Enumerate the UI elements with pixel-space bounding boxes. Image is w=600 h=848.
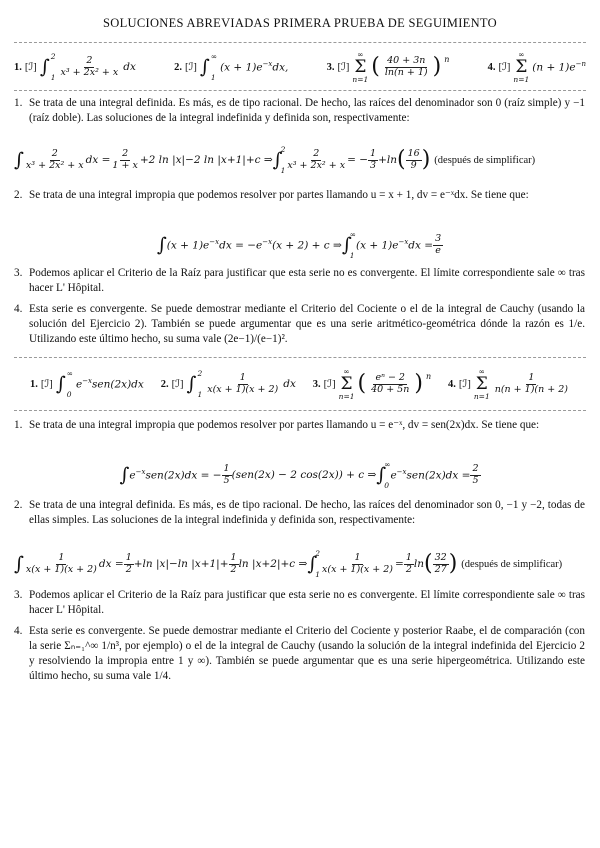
problem-1-2: 2. [ℐ] ∫ ∞ 1 $(x + 1)e^{-x}dx$,: [174, 52, 289, 82]
problem-statement-row-1: [14, 46, 586, 88]
formula-2-1: ∫ $e^{-x}sen(2x)dx$ = − $\frac{1}{5}$ (sen(2x) − 2 cos(2x)) + c ⇒ ∫ ∞ 0 $e^{-x}sen(2x)dx$ = $\frac{2}{5}$: [119, 460, 479, 490]
problem-2-3: 3. [ℐ] ∞ Σ n=1 ( $\frac{\text{eⁿ − 2}}{40 + 5n}$ ) $^n$: [312, 367, 432, 401]
problem-2-1: 1. [ℐ] ∫ ∞ 0 $e^{-x}sen(2x)dx$: [30, 369, 144, 399]
solution-1-4: 4. Esta serie es convergente. Se puede demostrar mediante el Criterio del Cociente o el de la integral de Cauchy (usando la solución del Ejercicio 2). También se puede argumentar que es una serie aritmético-geométrica dónde la razón es 1/e. Utilizando este último hecho, su suma vale (2e−1)/(e−1)².: [14, 303, 585, 345]
page-title: SOLUCIONES ABREVIADAS PRIMERA PRUEBA DE SEGUIMIENTO: [103, 16, 497, 30]
solution-1-2: 2. Se trata de una integral impropia que podemos resolver por partes llamando u = x + 1, dv = e⁻ˣdx. Se tiene que:: [14, 189, 529, 201]
solution-1-1: 1. Se trata de una integral definida. Es más, es de tipo racional. De hecho, las raíces del denominador son 0 (raíz simple) y −1 (raíz doble). Las soluciones de la integral indefinida y definida son, respectivamente:: [14, 97, 585, 124]
divider: [14, 90, 586, 91]
problem-1-3: 3. [ℐ] ∞ Σ n=1 ( $\frac{40 + 3n}{\ln(n + 1)}$ ) $^n$: [326, 50, 450, 84]
problem-1-4: 4. [ℐ] ∞ Σ n=1 $(n + 1)e^{-n}$: [487, 50, 586, 84]
formula-1-2: ∫ $(x + 1)e^{-x}dx = -e^{-x}(x + 2) + c$ ⇒ ∫ ∞ 1 $(x + 1)e^{-x}dx$ = $\frac{3}{e}$: [156, 230, 442, 260]
solution-2-4: 4. Esta serie es convergente. Se puede demostrar mediante el Criterio del Cociente y posterior Raabe, el de comparación (con la serie Σₙ₌₁^∞ 1/n³, por ejemplo) o el de la integral de Cauchy (usando la solución de la integral indefinida del Ejercicio 2 y resolviendo la impropia entre 1 y ∞). También se puede argumentar que es una serie hipergeométrica. Utilizando este último hecho, su suma vale 1/4.: [14, 625, 585, 682]
problem-1-1: 1. [ℐ] ∫ 2 1 $\frac{2}{\text{x³ + 2x² + x}}$ dx: [14, 52, 136, 82]
divider: [14, 42, 586, 43]
problem-2-4: 4. [ℐ] ∞ Σ n=1 $\frac{1}{n(n + 1)(n + 2)}$: [448, 367, 568, 401]
solution-2-2: 2. Se trata de una integral definida. Es más, es de tipo racional. De hecho, las raíces del denominador son 0, −1 y −2, todas de ellas simples. Las soluciones de la integral indefinida y definida son, respectivamente:: [14, 499, 585, 526]
divider: [14, 357, 586, 358]
solution-2-1: 1. Se trata de una integral impropia que podemos resolver por partes llamando u = e⁻ˣ, dv = sen(2x)dx. Se tiene que:: [14, 419, 540, 431]
solution-1-3: 3. Podemos aplicar el Criterio de la Raíz para justificar que esta serie no es convergente. El límite correspondiente sale ∞ tras hacer L' Hôpital.: [14, 267, 585, 294]
integral-sign: ∫: [39, 55, 50, 78]
divider: [14, 410, 586, 411]
problem-2-2: 2. [ℐ] ∫ 2 1 $\frac{1}{x(x + 1)(x + 2)}$ dx: [160, 369, 296, 399]
solution-2-3: 3. Podemos aplicar el Criterio de la Raíz para justificar que esta serie no es convergente. El límite correspondiente sale ∞ tras hacer L' Hôpital.: [14, 589, 585, 616]
formula-2-2: ∫ $\frac{1}{x(x + 1)(x + 2)}$ dx = $\frac{1}{2}$ +ln |x|−ln |x+1|+ $\frac{1}{2}$ ln |x+2|+c ⇒ ∫ 2 1 $\frac{1}{x(x + 1)(x + 2)}$ = $\frac{1}{2}$ ln ( $\frac{32}{27}$ ) (después de simplificar): [14, 549, 563, 579]
problem-statement-row-2: [30, 362, 570, 406]
formula-1-1: ∫ $\frac{2}{\text{x³ + 2x² + x}}$ dx = $\frac{2}{1 + x}$ +2 ln |x|−2 ln |x+1|+c ⇒ ∫ 2 1 $\frac{2}{\text{x³ + 2x² + x}}$ = − $\frac{1}{3}$ +ln ( $\frac{16}{9}$ ) (después de simplificar): [14, 145, 536, 175]
